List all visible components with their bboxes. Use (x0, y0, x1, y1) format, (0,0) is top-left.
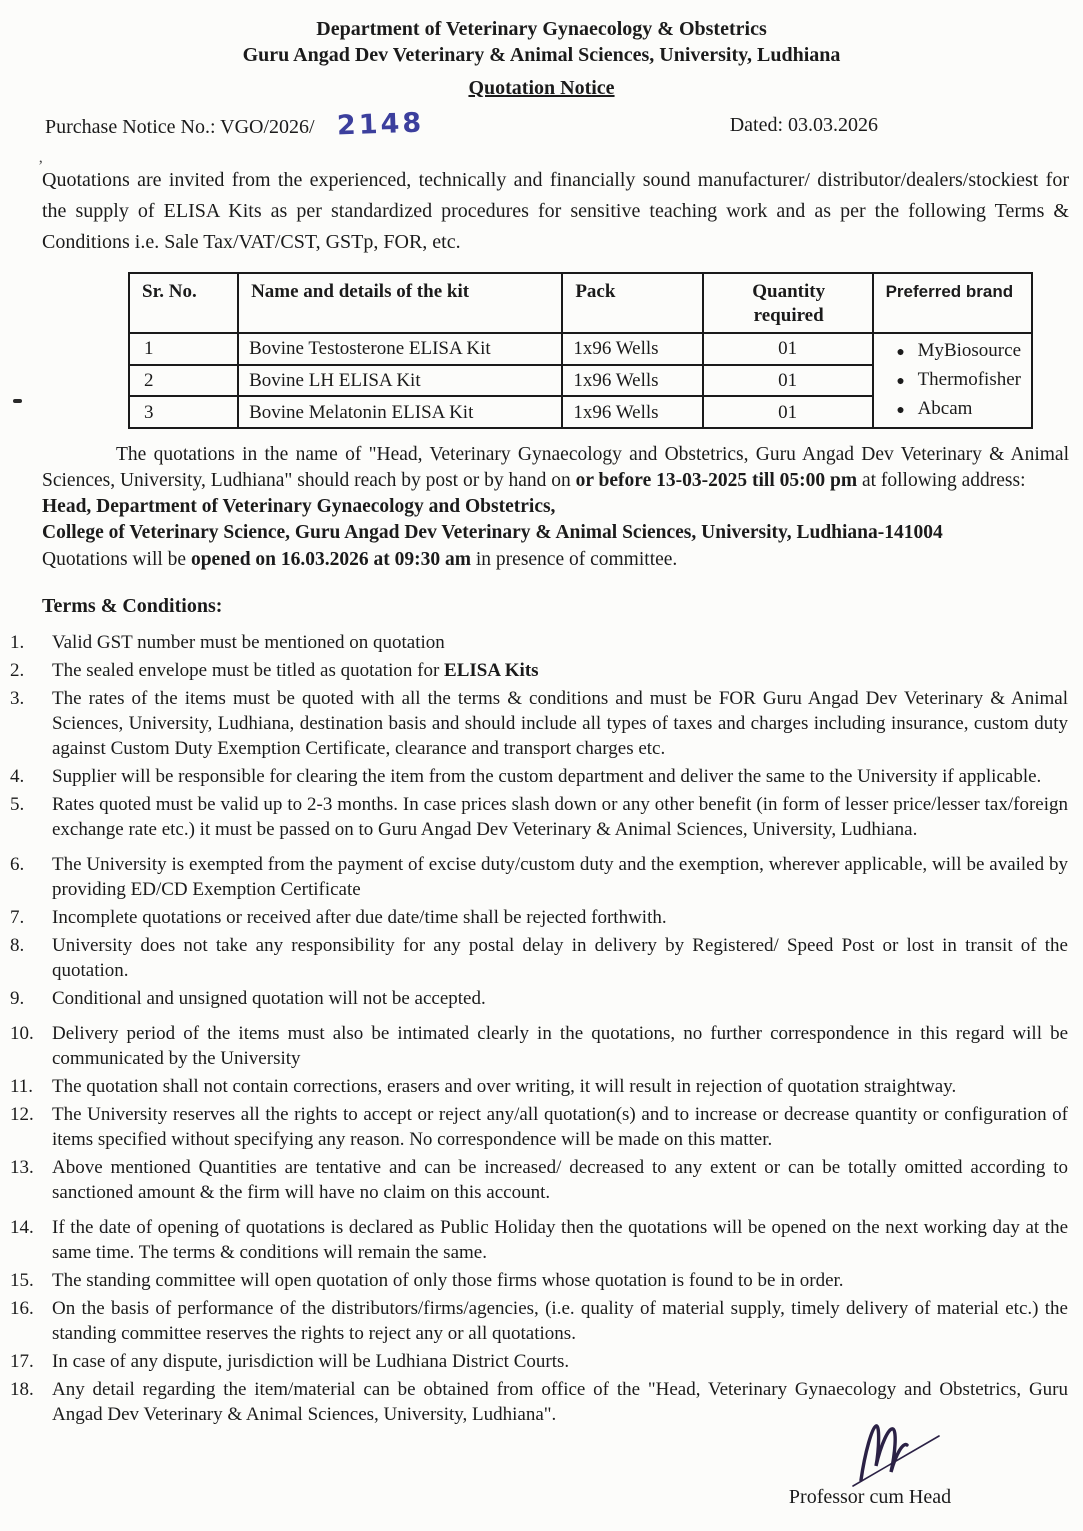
term-item-3 (0, 686, 1083, 761)
term-text: The University is exempted from the payment of excise duty/custom duty and the exemption, wherever applicable, will be availed by providing ED/CD Exemption Certificate (52, 854, 1068, 900)
opening-datetime: opened on 16.03.2026 at 09:30 am (190, 549, 471, 570)
term-item-7 (0, 905, 1083, 930)
purchase-notice-label: Purchase Notice No.: VGO/2026/ (45, 116, 315, 138)
term-number: 2. (10, 660, 25, 681)
term-item-14 (0, 1215, 1083, 1265)
term-text: The standing committee will open quotation of only those firms whose quotation is found to be in order. (52, 1270, 844, 1291)
col-header-sr-no: Sr. No. (129, 273, 238, 333)
col-header-brand: Preferred brand (873, 273, 1032, 333)
term-number: 16. (10, 1298, 34, 1319)
document-type-title: Quotation Notice (468, 77, 615, 99)
scan-artifact-mark: ’ (38, 158, 44, 175)
term-item-15 (0, 1268, 1083, 1293)
brand-name: MyBiosource (917, 340, 1021, 361)
term-number: 6. (10, 854, 25, 875)
opening-line (42, 546, 1069, 573)
term-item-6 (0, 852, 1083, 902)
term-number: 1. (10, 632, 25, 653)
term-item-4 (0, 764, 1083, 789)
term-item-13 (0, 1155, 1083, 1205)
bullet-icon: ● (896, 374, 905, 389)
opening-text-tail: in presence of committee. (471, 549, 678, 570)
term-number: 10. (10, 1023, 34, 1044)
submission-paragraph (42, 442, 1069, 494)
cell-pack: 1x96 Wells (562, 365, 702, 397)
cell-qty: 01 (703, 396, 873, 428)
cell-sr: 1 (129, 333, 238, 365)
handwritten-notice-number: 2148 (336, 107, 425, 142)
purchase-notice-number (45, 107, 425, 142)
term-number: 13. (10, 1157, 34, 1178)
department-title: Department of Veterinary Gynaecology & Obstetrics (316, 18, 767, 40)
university-title: Guru Angad Dev Veterinary & Animal Sciences, University, Ludhiana (242, 44, 841, 66)
cell-sr: 3 (129, 396, 238, 428)
cell-kit-name: Bovine LH ELISA Kit (238, 365, 562, 397)
signatory-title: Professor cum Head (788, 1486, 952, 1508)
notice-meta-row (45, 107, 878, 142)
cell-pack: 1x96 Wells (562, 333, 702, 365)
address-line-1: Head, Department of Veterinary Gynaecology and Obstetrics, (42, 496, 556, 517)
opening-text: Quotations will be (42, 549, 191, 570)
cell-kit-name: Bovine Testosterone ELISA Kit (238, 333, 562, 365)
term-text: The rates of the items must be quoted with all the terms & conditions and must be FOR Guru Angad Dev Veterinary & Animal Sciences, University, Ludhiana, destination basis and should include all types of taxes and charges including insurance, custom duty against Custom Duty Exemption Certificate, clearance and transport charges etc. (52, 688, 1068, 759)
term-item-10 (0, 1021, 1083, 1071)
term-number: 11. (10, 1076, 34, 1097)
brand-name: Abcam (917, 398, 973, 419)
term-text: The quotation shall not contain corrections, erasers and over writing, it will result in rejection of quotation straightway. (52, 1076, 957, 1097)
cell-kit-name: Bovine Melatonin ELISA Kit (238, 396, 562, 428)
term-text: Delivery period of the items must also be intimated clearly in the quotations, no further correspondence in this regard will be communicated by the University (52, 1023, 1068, 1069)
intro-paragraph: Quotations are invited from the experienced, technically and financially sound manufacturer/ distributor/dealers/stockiest for the supply of ELISA Kits as per standardized procedures for sensitive teaching work and as per the following Terms & Conditions i.e. Sale Tax/VAT/CST, GSTp, FOR, etc. (42, 169, 1069, 253)
term-number: 14. (10, 1217, 34, 1238)
brand-list-item (884, 396, 1021, 425)
brand-name: Thermofisher (917, 369, 1021, 390)
term-text: Above mentioned Quantities are tentative and can be increased/ decreased to any extent or can be totally omitted according to sanctioned amount & the firm will have no claim on this account. (52, 1157, 1068, 1203)
kit-table (128, 272, 1033, 429)
term-text: The University reserves all the rights to accept or reject any/all quotation(s) and to increase or decrease quantity or configuration of items specified without specifying any reason. No correspondence will be made on this matter. (52, 1104, 1068, 1150)
term-number: 17. (10, 1351, 34, 1372)
term-item-2 (0, 658, 1083, 683)
term-number: 4. (10, 766, 25, 787)
term-number: 7. (10, 907, 25, 928)
term-number: 5. (10, 794, 25, 815)
term-item-12 (0, 1102, 1083, 1152)
term-number: 8. (10, 935, 25, 956)
terms-list (0, 630, 1083, 1427)
submission-deadline: or before 13-03-2025 till 05:00 pm (575, 470, 858, 491)
term-text: Rates quoted must be valid up to 2-3 months. In case prices slash down or any other benefit (in form of lesser price/lesser tax/foreign exchange rate etc.) it must be passed on to Guru Angad Dev Veterinary & Animal Sciences, University, Ludhiana. (52, 794, 1068, 840)
term-text: University does not take any responsibility for any postal delay in delivery by Registered/ Speed Post or lost in transit of the quotation. (52, 935, 1068, 981)
term-number: 3. (10, 688, 25, 709)
cell-qty: 01 (703, 365, 873, 397)
term-number: 9. (10, 988, 25, 1009)
bullet-icon: ● (896, 345, 905, 360)
cell-qty: 01 (703, 333, 873, 365)
term-item-16 (0, 1296, 1083, 1346)
scan-artifact-dash (13, 399, 22, 403)
term-text: If the date of opening of quotations is declared as Public Holiday then the quotations will be opened on the next working day at the same time. The terms & conditions will remain the same. (52, 1217, 1068, 1263)
document-header (0, 0, 1083, 101)
term-text: In case of any dispute, jurisdiction will be Ludhiana District Courts. (52, 1351, 570, 1372)
term-item-17 (0, 1349, 1083, 1374)
cell-sr: 2 (129, 365, 238, 397)
table-header-row (129, 273, 1032, 333)
dated-label: Dated: 03.03.2026 (729, 114, 878, 136)
terms-heading: Terms & Conditions: (42, 595, 223, 617)
bullet-icon: ● (896, 403, 905, 418)
term-text: On the basis of performance of the distributors/firms/agencies, (i.e. quality of material supply, timely delivery of material etc.) the standing committee reserves the rights to reject any or all quotations. (52, 1298, 1068, 1344)
term-text: Valid GST number must be mentioned on quotation (52, 632, 445, 653)
cell-preferred-brands (873, 333, 1032, 428)
term-text: Any detail regarding the item/material can be obtained from office of the "Head, Veterinary Gynaecology and Obstetrics, Guru Angad Dev Veterinary & Animal Sciences, University, Ludhiana". (52, 1379, 1068, 1425)
term-number: 18. (10, 1379, 34, 1400)
term-item-9 (0, 986, 1083, 1011)
term-text: Incomplete quotations or received after due date/time shall be rejected forthwith. (52, 907, 667, 928)
term-text: The sealed envelope must be titled as quotation for ELISA Kits (52, 660, 539, 681)
submission-text-tail: at following address: (857, 470, 1026, 491)
cell-pack: 1x96 Wells (562, 396, 702, 428)
term-item-8 (0, 933, 1083, 983)
term-item-1 (0, 630, 1083, 655)
submission-text: The quotations in the name of "Head, Veterinary Gynaecology and Obstetrics, Guru Angad Dev Veterinary & Animal Sciences, University, Ludhiana" should reach by post or by hand on (42, 444, 1069, 491)
term-text: Conditional and unsigned quotation will not be accepted. (52, 988, 486, 1009)
term-text: Supplier will be responsible for clearing the item from the custom department and deliver the same to the University if applicable. (52, 766, 1042, 787)
address-line-2: College of Veterinary Science, Guru Angad Dev Veterinary & Animal Sciences, University, Ludhiana-141004 (42, 522, 943, 543)
term-number: 12. (10, 1104, 34, 1125)
table-row (129, 333, 1032, 365)
col-header-name: Name and details of the kit (238, 273, 562, 333)
term-item-5 (0, 792, 1083, 842)
term-item-11 (0, 1074, 1083, 1099)
signature-scribble-icon (843, 1414, 955, 1488)
brand-list-item (884, 338, 1021, 367)
brand-list-item (884, 367, 1021, 396)
col-header-pack: Pack (562, 273, 702, 333)
term-number: 15. (10, 1270, 34, 1291)
signature-block (785, 1414, 955, 1510)
col-header-quantity: Quantity required (703, 273, 873, 333)
